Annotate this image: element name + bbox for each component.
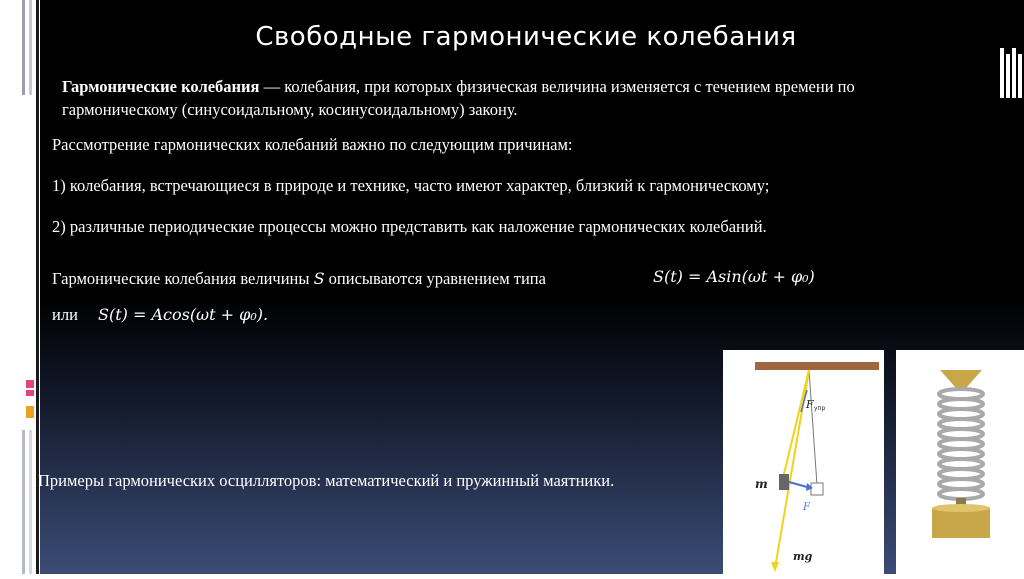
equation-text-after: описываются уравнением типа <box>328 269 546 288</box>
pendulum-diagram <box>723 350 884 574</box>
definition-line-2: гармоническому (синусоидальному, косинусоидальному) закону. <box>62 100 518 119</box>
formula-cos: S(t) = Acos(ωt + φ₀). <box>98 305 269 324</box>
deco-stripe <box>22 430 25 574</box>
spring-pendulum-image <box>896 350 1024 574</box>
title-icon <box>1000 48 1022 98</box>
tension-label: F <box>806 398 814 411</box>
deco-square-orange <box>26 406 34 418</box>
tension-subscript: упр <box>814 405 826 412</box>
reason-2: 2) различные периодические процессы можно представить как наложение гармонических колебаний. <box>52 217 767 236</box>
formula-sin: S(t) = Asin(ωt + φ₀) <box>653 267 815 286</box>
gravity-label: mg <box>793 550 813 563</box>
pendulum-figure <box>723 350 884 574</box>
deco-stripe <box>29 0 32 95</box>
deco-stripe <box>29 430 32 574</box>
left-margin <box>0 0 40 574</box>
reason-1: 1) колебания, встречающиеся в природе и технике, часто имеют характер, близкий к гармоническому; <box>52 176 770 195</box>
or-word: или <box>52 305 78 324</box>
variable-s: S <box>313 269 325 288</box>
deco-stripe <box>22 0 25 95</box>
reasons-intro: Рассмотрение гармонических колебаний важно по следующим причинам: <box>52 135 573 154</box>
equation-text-before: Гармонические колебания величины <box>52 269 310 288</box>
definition-term: Гармонические колебания <box>62 77 260 96</box>
equation-line <box>52 268 546 289</box>
examples-caption: Примеры гармонических осцилляторов: математический и пружинный маятники. <box>38 471 615 490</box>
deco-square-pink <box>26 380 34 388</box>
definition-line-1 <box>62 76 855 97</box>
mass-label: m <box>755 477 768 491</box>
definition-text: — колебания, при которых физическая величина изменяется с течением времени по <box>259 77 855 96</box>
slide-title: Свободные гармонические колебания <box>255 22 797 52</box>
force-label: F <box>803 502 810 513</box>
deco-square-pink <box>26 390 34 396</box>
